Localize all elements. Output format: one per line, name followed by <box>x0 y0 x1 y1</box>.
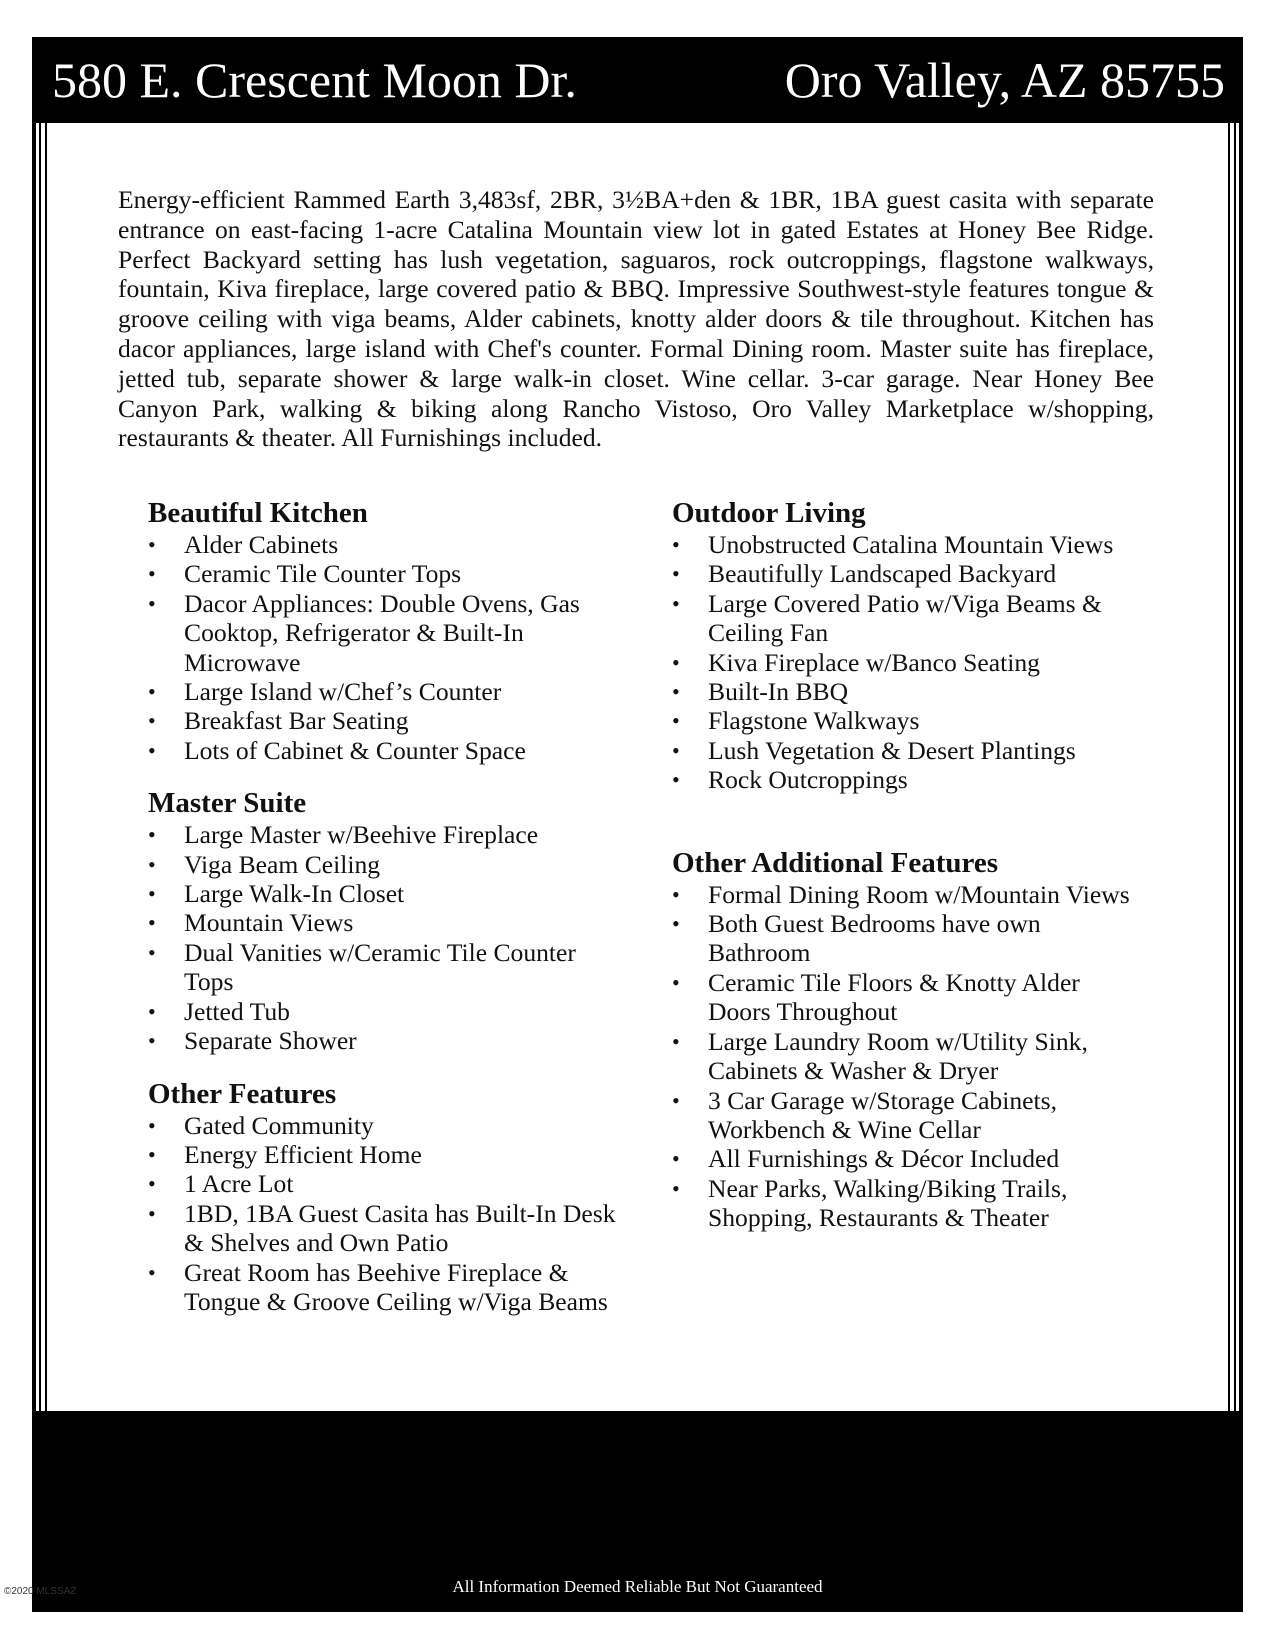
list-item: • Large Walk-In Closet <box>148 879 618 908</box>
list-item: • Dual Vanities w/Ceramic Tile Counter Tops <box>148 938 618 997</box>
disclaimer: All Information Deemed Reliable But Not Guaranteed <box>452 1577 823 1596</box>
feature-section <box>148 787 618 1055</box>
property-city: Oro Valley, AZ 85755 <box>784 52 1225 108</box>
list-item: • Rock Outcroppings <box>672 765 1142 794</box>
list-item: • Unobstructed Catalina Mountain Views <box>672 530 1142 559</box>
list-item: • Separate Shower <box>148 1026 618 1055</box>
list-item: • 1 Acre Lot <box>148 1169 618 1198</box>
feature-section <box>672 847 1142 1233</box>
list-item: • Gated Community <box>148 1111 618 1140</box>
list-item: • Kiva Fireplace w/Banco Seating <box>672 648 1142 677</box>
list-item: • Great Room has Beehive Fireplace & Tongue & Groove Ceiling w/Viga Beams <box>148 1258 618 1317</box>
border-rule <box>1234 123 1236 1411</box>
feature-section <box>148 497 618 765</box>
list-item: • Beautifully Landscaped Backyard <box>672 559 1142 588</box>
list-item: • Large Master w/Beehive Fireplace <box>148 820 618 849</box>
content-panel <box>36 123 1239 1411</box>
list-item: • Jetted Tub <box>148 997 618 1026</box>
property-description: Energy-efficient Rammed Earth 3,483sf, 2BR, 3½BA+den & 1BR, 1BA guest casita with separate entrance on east-facing 1-acre Catalina Mountain view lot in gated Estates at Honey Bee Ridge. Perfect Backyard setting has lush vegetation, saguaros, rock outcroppings, flagstone walkways, fountain, Kiva fireplace, large covered patio & BBQ. Impressive Southwest-style features tongue & groove ceiling with viga beams, Alder cabinets, knotty alder doors & tile throughout. Kitchen has dacor appliances, large island with Chef's counter. Formal Dining room. Master suite has fireplace, jetted tub, separate shower & large walk-in closet. Wine cellar. 3-car garage. Near Honey Bee Canyon Park, walking & biking along Rancho Vistoso, Oro Valley Marketplace w/shopping, restaurants & theater. All Furnishings included. <box>118 185 1154 453</box>
list-item: • Large Island w/Chef’s Counter <box>148 677 618 706</box>
list-item: • Mountain Views <box>148 908 618 937</box>
border-rule <box>45 123 47 1411</box>
section-title: Master Suite <box>148 787 307 820</box>
right-feature-column <box>672 497 1142 1233</box>
list-item: • Viga Beam Ceiling <box>148 850 618 879</box>
list-item: • 3 Car Garage w/Storage Cabinets, Workbench & Wine Cellar <box>672 1086 1142 1145</box>
list-item: • Lush Vegetation & Desert Plantings <box>672 736 1142 765</box>
list-item: • Flagstone Walkways <box>672 706 1142 735</box>
border-rule <box>1228 123 1230 1411</box>
list-item: • Breakfast Bar Seating <box>148 706 618 735</box>
feature-list <box>672 530 1142 795</box>
list-item: • Ceramic Tile Floors & Knotty Alder Doors Throughout <box>672 968 1142 1027</box>
feature-list <box>148 820 618 1055</box>
list-item: • Formal Dining Room w/Mountain Views <box>672 880 1142 909</box>
property-address: 580 E. Crescent Moon Dr. <box>52 52 577 108</box>
list-item: • Near Parks, Walking/Biking Trails, Shopping, Restaurants & Theater <box>672 1174 1142 1233</box>
feature-list <box>148 1111 618 1317</box>
flyer-sheet <box>32 37 1243 1612</box>
feature-section <box>672 497 1142 795</box>
feature-list <box>672 880 1142 1233</box>
copyright-notice: ©2020 MLSSAZ <box>4 1586 77 1597</box>
flyer-header <box>32 37 1243 123</box>
list-item: • Lots of Cabinet & Counter Space <box>148 736 618 765</box>
section-title: Other Additional Features <box>672 846 998 879</box>
list-item: • Both Guest Bedrooms have own Bathroom <box>672 909 1142 968</box>
list-item: • Dacor Appliances: Double Ovens, Gas Cooktop, Refrigerator & Built-In Microwave <box>148 589 618 677</box>
border-rule <box>39 123 41 1411</box>
list-item: • Energy Efficient Home <box>148 1140 618 1169</box>
section-title: Beautiful Kitchen <box>148 497 368 529</box>
list-item: • Alder Cabinets <box>148 530 618 559</box>
left-feature-column <box>148 497 618 1316</box>
list-item: • All Furnishings & Décor Included <box>672 1144 1142 1173</box>
section-title: Outdoor Living <box>672 497 866 529</box>
list-item: • Large Covered Patio w/Viga Beams & Ceiling Fan <box>672 589 1142 648</box>
list-item: • 1BD, 1BA Guest Casita has Built-In Desk & Shelves and Own Patio <box>148 1199 618 1258</box>
section-title: Other Features <box>148 1077 337 1110</box>
list-item: • Ceramic Tile Counter Tops <box>148 559 618 588</box>
feature-section <box>148 1078 618 1317</box>
feature-list <box>148 530 618 765</box>
list-item: • Built-In BBQ <box>672 677 1142 706</box>
list-item: • Large Laundry Room w/Utility Sink, Cabinets & Washer & Dryer <box>672 1027 1142 1086</box>
